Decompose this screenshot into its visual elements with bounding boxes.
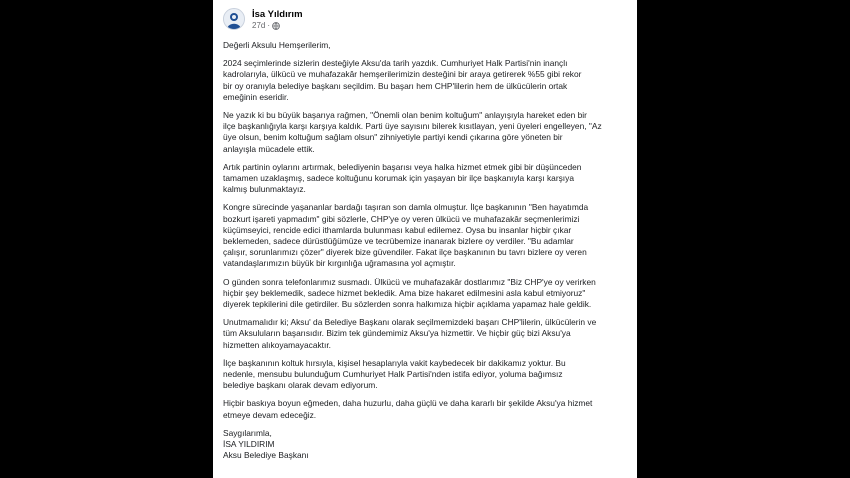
post-text-line: anlayışla mücadele ettik. [223, 143, 315, 154]
post-text-line: emeğinin eseridir. [223, 91, 289, 102]
post-paragraph [223, 202, 635, 269]
post-text-line: bir oy oranıyla belediye başkanı seçildim. Bu başarı hem CHP'lilerin hem de ülkücülerin ortak [223, 80, 568, 91]
post-text-line: beklemeden, sadece dürüstlüğümüze ve tecrübemize inanarak bizlere oy verdiler. "Bu adamlar [223, 236, 574, 247]
post-text-line: küçümseyici, rencide edici ithamlarda bulunması kabul edilemez. Oysa bu insanlar hiçbir çıkar [223, 224, 572, 235]
greeting [223, 40, 635, 51]
post-meta [252, 21, 280, 30]
post-text-line: ilçe başkanlığıyla karşı karşıya kaldık. Parti üye sayısını bilerek kısıtlayan, yeni üyeleri engelleyen, "Az [223, 121, 602, 132]
post-text-line: O günden sonra telefonlarımız susmadı. Ülkücü ve muhafazakâr dostlarımız "Biz CHP'ye oy verirken [223, 276, 596, 287]
post-text-line: etmeye devam edeceğiz. [223, 409, 317, 420]
post-paragraph [223, 317, 635, 351]
post-text-line: nedenle, mensubu bulunduğum Cumhuriyet Halk Partisi'nden istifa ediyor, yoluma bağımsız [223, 369, 563, 380]
post-text-line: 2024 seçimlerinde sizlerin desteğiyle Aksu'da tarih yazdık. Cumhuriyet Halk Partisi'nin inançlı [223, 58, 568, 69]
avatar[interactable] [223, 8, 245, 30]
meta-separator: · [267, 21, 271, 30]
signature-closing: Saygılarımla, [223, 427, 272, 438]
post-paragraph [223, 110, 635, 155]
post-paragraph [223, 58, 635, 103]
post-text-line: kadrolarıyla, ülkücü ve muhafazakâr hemşerilerimizin desteğini bir araya getirerek %55 gibi rekor [223, 69, 582, 80]
post-text-line: Unutmamalıdır ki; Aksu' da Belediye Başkanı olarak seçilmemizdeki başarı CHP'lilerin, ülkücülerin ve [223, 317, 597, 328]
signature-title: Aksu Belediye Başkanı [223, 450, 309, 461]
post-text-line: Artık partinin oylarını artırmak, belediyenin başarısı veya halka hizmet etmek gibi bir düşünceden [223, 161, 582, 172]
post-text-line: belediye başkanı olarak devam ediyorum. [223, 380, 378, 391]
post-time[interactable]: 27d [252, 21, 266, 30]
post-paragraph [223, 398, 635, 420]
post-text-line: hiçbir şey beklemedik, sadece hizmet bekledik. Ama bize hakaret edilmesini asla kabul etmiyoruz" [223, 287, 586, 298]
signature [223, 428, 635, 462]
post-text-line: Ne yazık ki bu büyük başarıya rağmen, "Önemli olan benim koltuğum" anlayışıyla hareket eden bir [223, 110, 587, 121]
post-paragraph [223, 162, 635, 196]
author-name[interactable]: İsa Yıldırım [252, 9, 303, 20]
post-text-line: tüm Aksuluların başarısıdır. Bizim tek gündemimiz Aksu'ya hizmettir. Ve hiçbir güç bizi Aksu'ya [223, 328, 571, 339]
post-text-line: hizmetten alıkoyamayacaktır. [223, 339, 331, 350]
facebook-post [213, 0, 637, 478]
post-text-line: Hiçbir baskıya boyun eğmeden, daha huzurlu, daha güçlü ve daha kararlı bir şekilde Aksu'ya hizmet [223, 398, 593, 409]
post-text-line: üye olsun, benim koltuğum sağlam olsun" zihniyetiyle partiyi kendi çıkarına göre yöneten bir [223, 132, 563, 143]
profile-photo-icon [224, 9, 244, 29]
post-text-line: Değerli Aksulu Hemşerilerim, [223, 40, 331, 50]
post-paragraph [223, 277, 635, 311]
post-text-line: Kongre sürecinde yaşananlar bardağı taşıran son damla olmuştur. İlçe başkanının "Ben hayatımda [223, 202, 589, 213]
post-text-line: çalışır, sorunlarımızı çözer" diyerek bize güvendiler. Fakat ilçe başkanının bu tavrı bizlere oy veren [223, 247, 587, 258]
post-text-line: bozkurt işareti yapmadım" gibi sözlerle, CHP'ye oy veren ülkücü ve muhafazakâr seçmenlerimizi [223, 213, 580, 224]
post-header [223, 6, 623, 34]
globe-icon [272, 22, 280, 30]
post-text-line: vatandaşlarımızın büyük bir kırgınlığa uğramasına yol açmıştır. [223, 258, 456, 269]
post-text-line: kalmış bulunmaktayız. [223, 184, 306, 195]
post-text-line: diyerek tepkilerini dile getirdiler. Bu sözlerden sonra halkımıza hiçbir açıklama yapamaz hale geldik. [223, 299, 592, 310]
post-paragraph [223, 358, 635, 392]
post-text-line: tamamen uzaklaşmış, sadece koltuğunu korumak için yaşayan bir ilçe başkanıyla karşı karşıya [223, 173, 574, 184]
post-text-line: İlçe başkanının koltuk hırsıyla, kişisel hesaplarıyla vakit kaybedecek bir dakikamız yoktur. Bu [223, 357, 566, 368]
post-body [223, 40, 635, 462]
signature-name: İSA YILDIRIM [223, 439, 275, 450]
